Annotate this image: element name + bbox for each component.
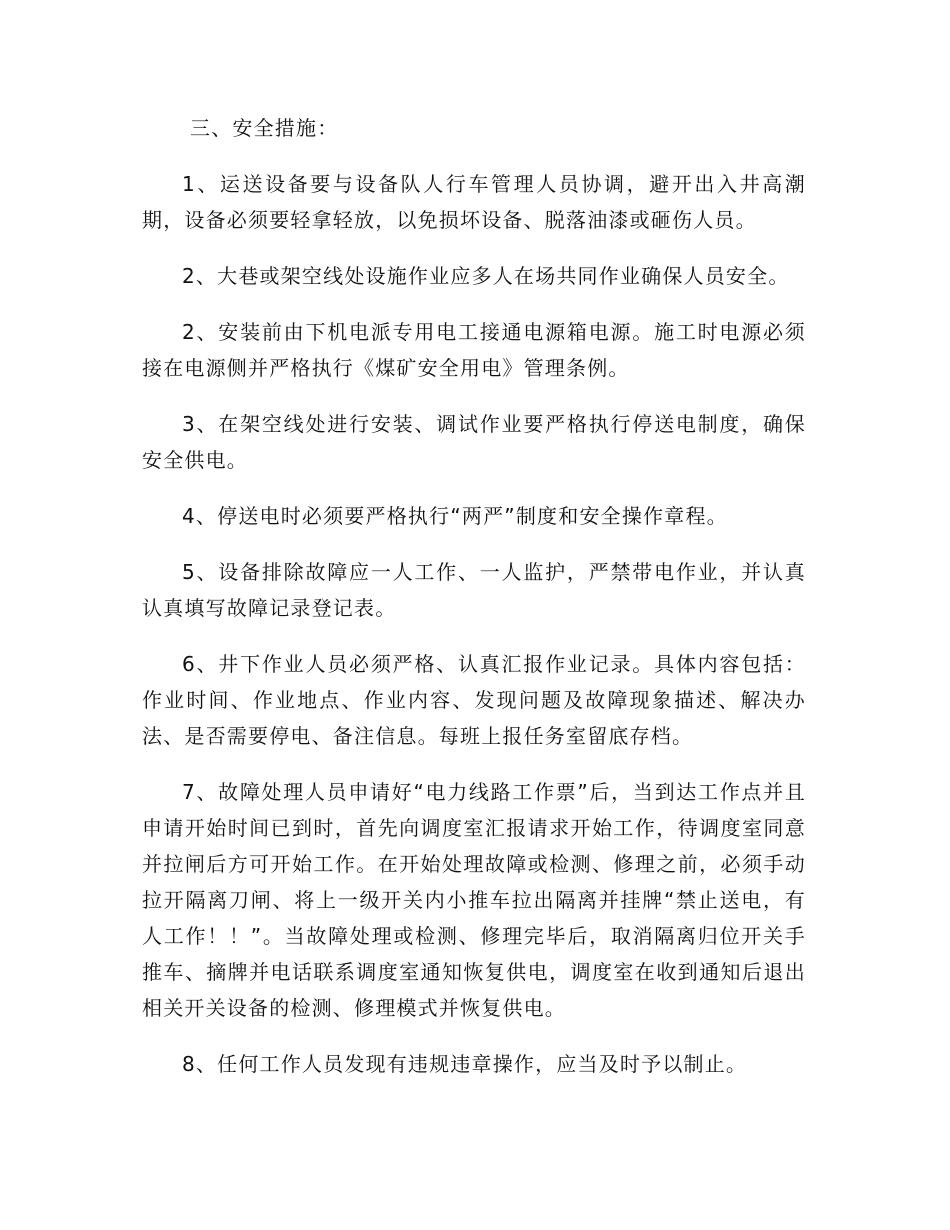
paragraph-8: 7、故障处理人员申请好“电力线路工作票”后，当到达工作点并且申请开始时间已到时，首先向调度室汇报请求开始工作，待调度室同意并拉闸后方可开始工作。在开始处理故障或检测、修理之前，必须手动拉开隔离刀闸、将上一级开关内小推车拉出隔离并挂牌“禁止送电，有人工作！！”。当故障处理或检测、修理完毕后，取消隔离归位开关手推车、摘牌并电话联系调度室通知恢复供电，调度室在收到通知后退出相关开关设备的检测、修理模式并恢复供电。	[142, 780, 806, 1020]
paragraph-1: 1、运送设备要与设备队人行车管理人员协调，避开出入井高潮期，设备必须要轻拿轻放，以免损坏设备、脱落油漆或砸伤人员。	[142, 172, 806, 232]
paragraph-7: 6、井下作业人员必须严格、认真汇报作业记录。具体内容包括：作业时间、作业地点、作业内容、发现问题及故障现象描述、解决办法、是否需要停电、备注信息。每班上报任务室留底存档。	[142, 652, 806, 748]
paragraph-3: 2、安装前由下机电派专用电工接通电源箱电源。施工时电源必须接在电源侧并严格执行《煤矿安全用电》管理条例。	[142, 320, 806, 380]
section-heading: 三、安全措施：	[190, 116, 339, 140]
paragraph-6: 5、设备排除故障应一人工作、一人监护，严禁带电作业，并认真认真填写故障记录登记表。	[142, 560, 806, 620]
document-body	[142, 110, 806, 1102]
paragraph-9: 8、任何工作人员发现有违规违章操作，应当及时予以制止。	[182, 1052, 748, 1076]
paragraph-2: 2、大巷或架空线处设施作业应多人在场共同作业确保人员安全。	[182, 264, 790, 288]
paragraph-5: 4、停送电时必须要严格执行“两严”制度和安全操作章程。	[182, 504, 728, 528]
paragraph-4: 3、在架空线处进行安装、调试作业要严格执行停送电制度，确保安全供电。	[142, 412, 806, 472]
